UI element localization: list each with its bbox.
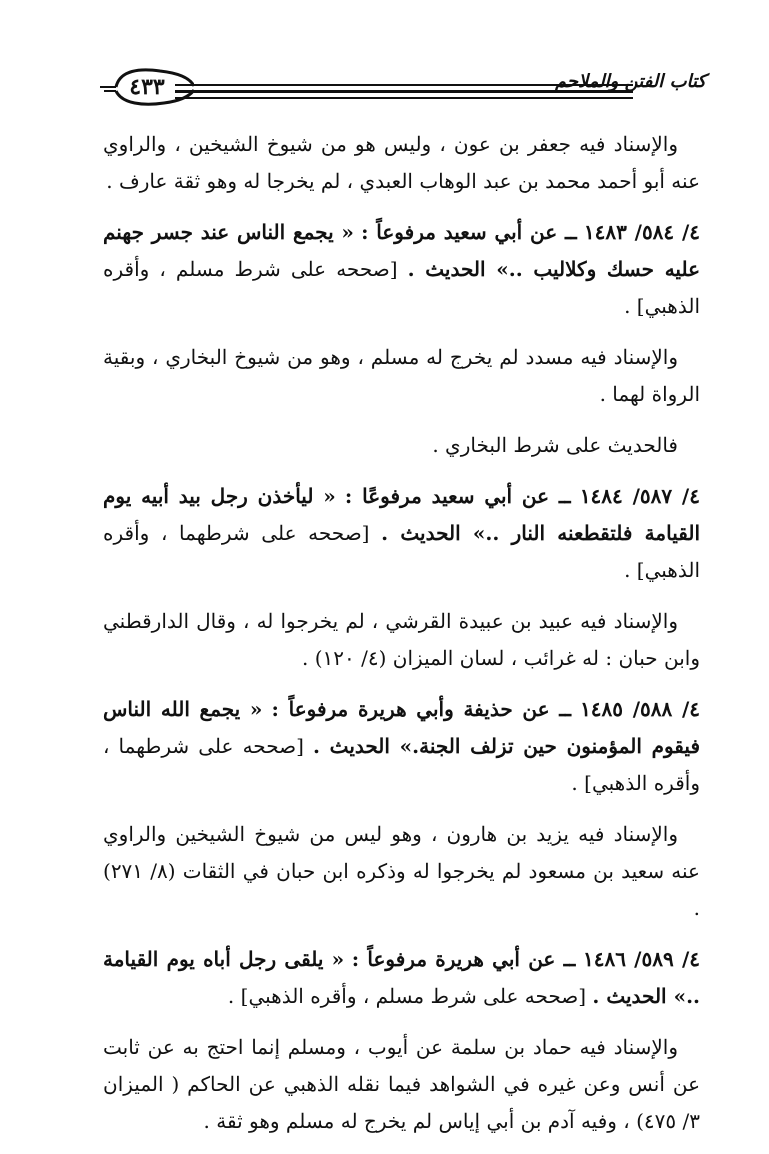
entry-number: ٤/ ٥٨٩/ ١٤٨٦: [582, 947, 701, 971]
entry-hadith-text: « يجمع الله الناس فيقوم المؤمنون حين تزلف الجنة.» الحديث .: [103, 697, 701, 758]
page-header: [100, 64, 706, 110]
entry-number: ٤/ ٥٨٨/ ١٤٨٥: [580, 697, 701, 721]
entry-verdict: [صححه على شرط مسلم ، وأقره الذهبي] .: [103, 257, 700, 318]
book-title: كتاب الفتن والملاحم: [554, 71, 706, 92]
commentary-paragraph: والإسناد فيه مسدد لم يخرج له مسلم ، وهو من شيوخ البخاري ، وبقية الرواة لهما .: [103, 345, 700, 406]
page-number-badge: [100, 66, 194, 108]
entry-narrator: ــ عن حذيفة وأبي هريرة مرفوعاً :: [271, 697, 571, 721]
entry-narrator: ــ عن أبي سعيد مرفوعاً :: [361, 220, 577, 244]
commentary-paragraph: والإسناد فيه حماد بن سلمة عن أيوب ، ومسلم إنما احتج به عن ثابت عن أنس وعن غيره في الشواهد فيما نقله الذهبي عن الحاكم ( الميزان ٣/ ٤٧٥) ، وفيه آدم بن أبي إياس لم يخرج له مسلم وهو ثقة .: [103, 1035, 700, 1133]
entry-number: ٤/ ٥٨٧/ ١٤٨٤: [579, 484, 700, 508]
entry-verdict: [صححه على شرطهما ، وأقره الذهبي] .: [103, 734, 700, 795]
commentary-paragraph: والإسناد فيه جعفر بن عون ، وليس هو من شيوخ الشيخين ، والراوي عنه أبو أحمد محمد بن عبد الوهاب العبدي ، لم يخرجا له وهو ثقة عارف .: [103, 132, 700, 193]
commentary-paragraph: والإسناد فيه عبيد بن عبيدة القرشي ، لم يخرجوا له ، وقال الدارقطني وابن حبان : له غرائب ، لسان الميزان (٤/ ١٢٠) .: [103, 609, 700, 670]
hadith-entry: [103, 214, 700, 325]
header-rule: [175, 97, 633, 99]
commentary-paragraph: والإسناد فيه يزيد بن هارون ، وهو ليس من شيوخ الشيخين والراوي عنه سعيد بن مسعود لم يخرجوا له وذكره ابن حبان في الثقات (٨/ ٢٧١) .: [103, 822, 700, 920]
entry-verdict: [صححه على شرط مسلم ، وأقره الذهبي] .: [227, 984, 587, 1008]
entry-hadith-text: « يلقى رجل أباه يوم القيامة ..» الحديث .: [103, 947, 700, 1008]
entry-number: ٤/ ٥٨٤/ ١٤٨٣: [583, 220, 701, 244]
commentary-paragraph: فالحديث على شرط البخاري .: [432, 433, 678, 457]
page-number: ٤٣٣: [129, 74, 165, 100]
hadith-entry: [103, 941, 700, 1015]
entry-narrator: ــ عن أبي هريرة مرفوعاً :: [351, 947, 576, 971]
entry-verdict: [صححه على شرطهما ، وأقره الذهبي] .: [103, 521, 700, 582]
page-body: [103, 126, 700, 1154]
entry-narrator: ــ عن أبي سعيد مرفوعًا :: [344, 484, 571, 508]
hadith-entry: [103, 478, 700, 589]
hadith-entry: [103, 691, 700, 802]
entry-hadith-text: « يجمع الناس عند جسر جهنم عليه حسك وكلاليب ..» الحديث .: [103, 220, 701, 281]
entry-hadith-text: « ليأخذن رجل بيد أبيه يوم القيامة فلتقطعنه النار ..» الحديث .: [103, 484, 701, 545]
